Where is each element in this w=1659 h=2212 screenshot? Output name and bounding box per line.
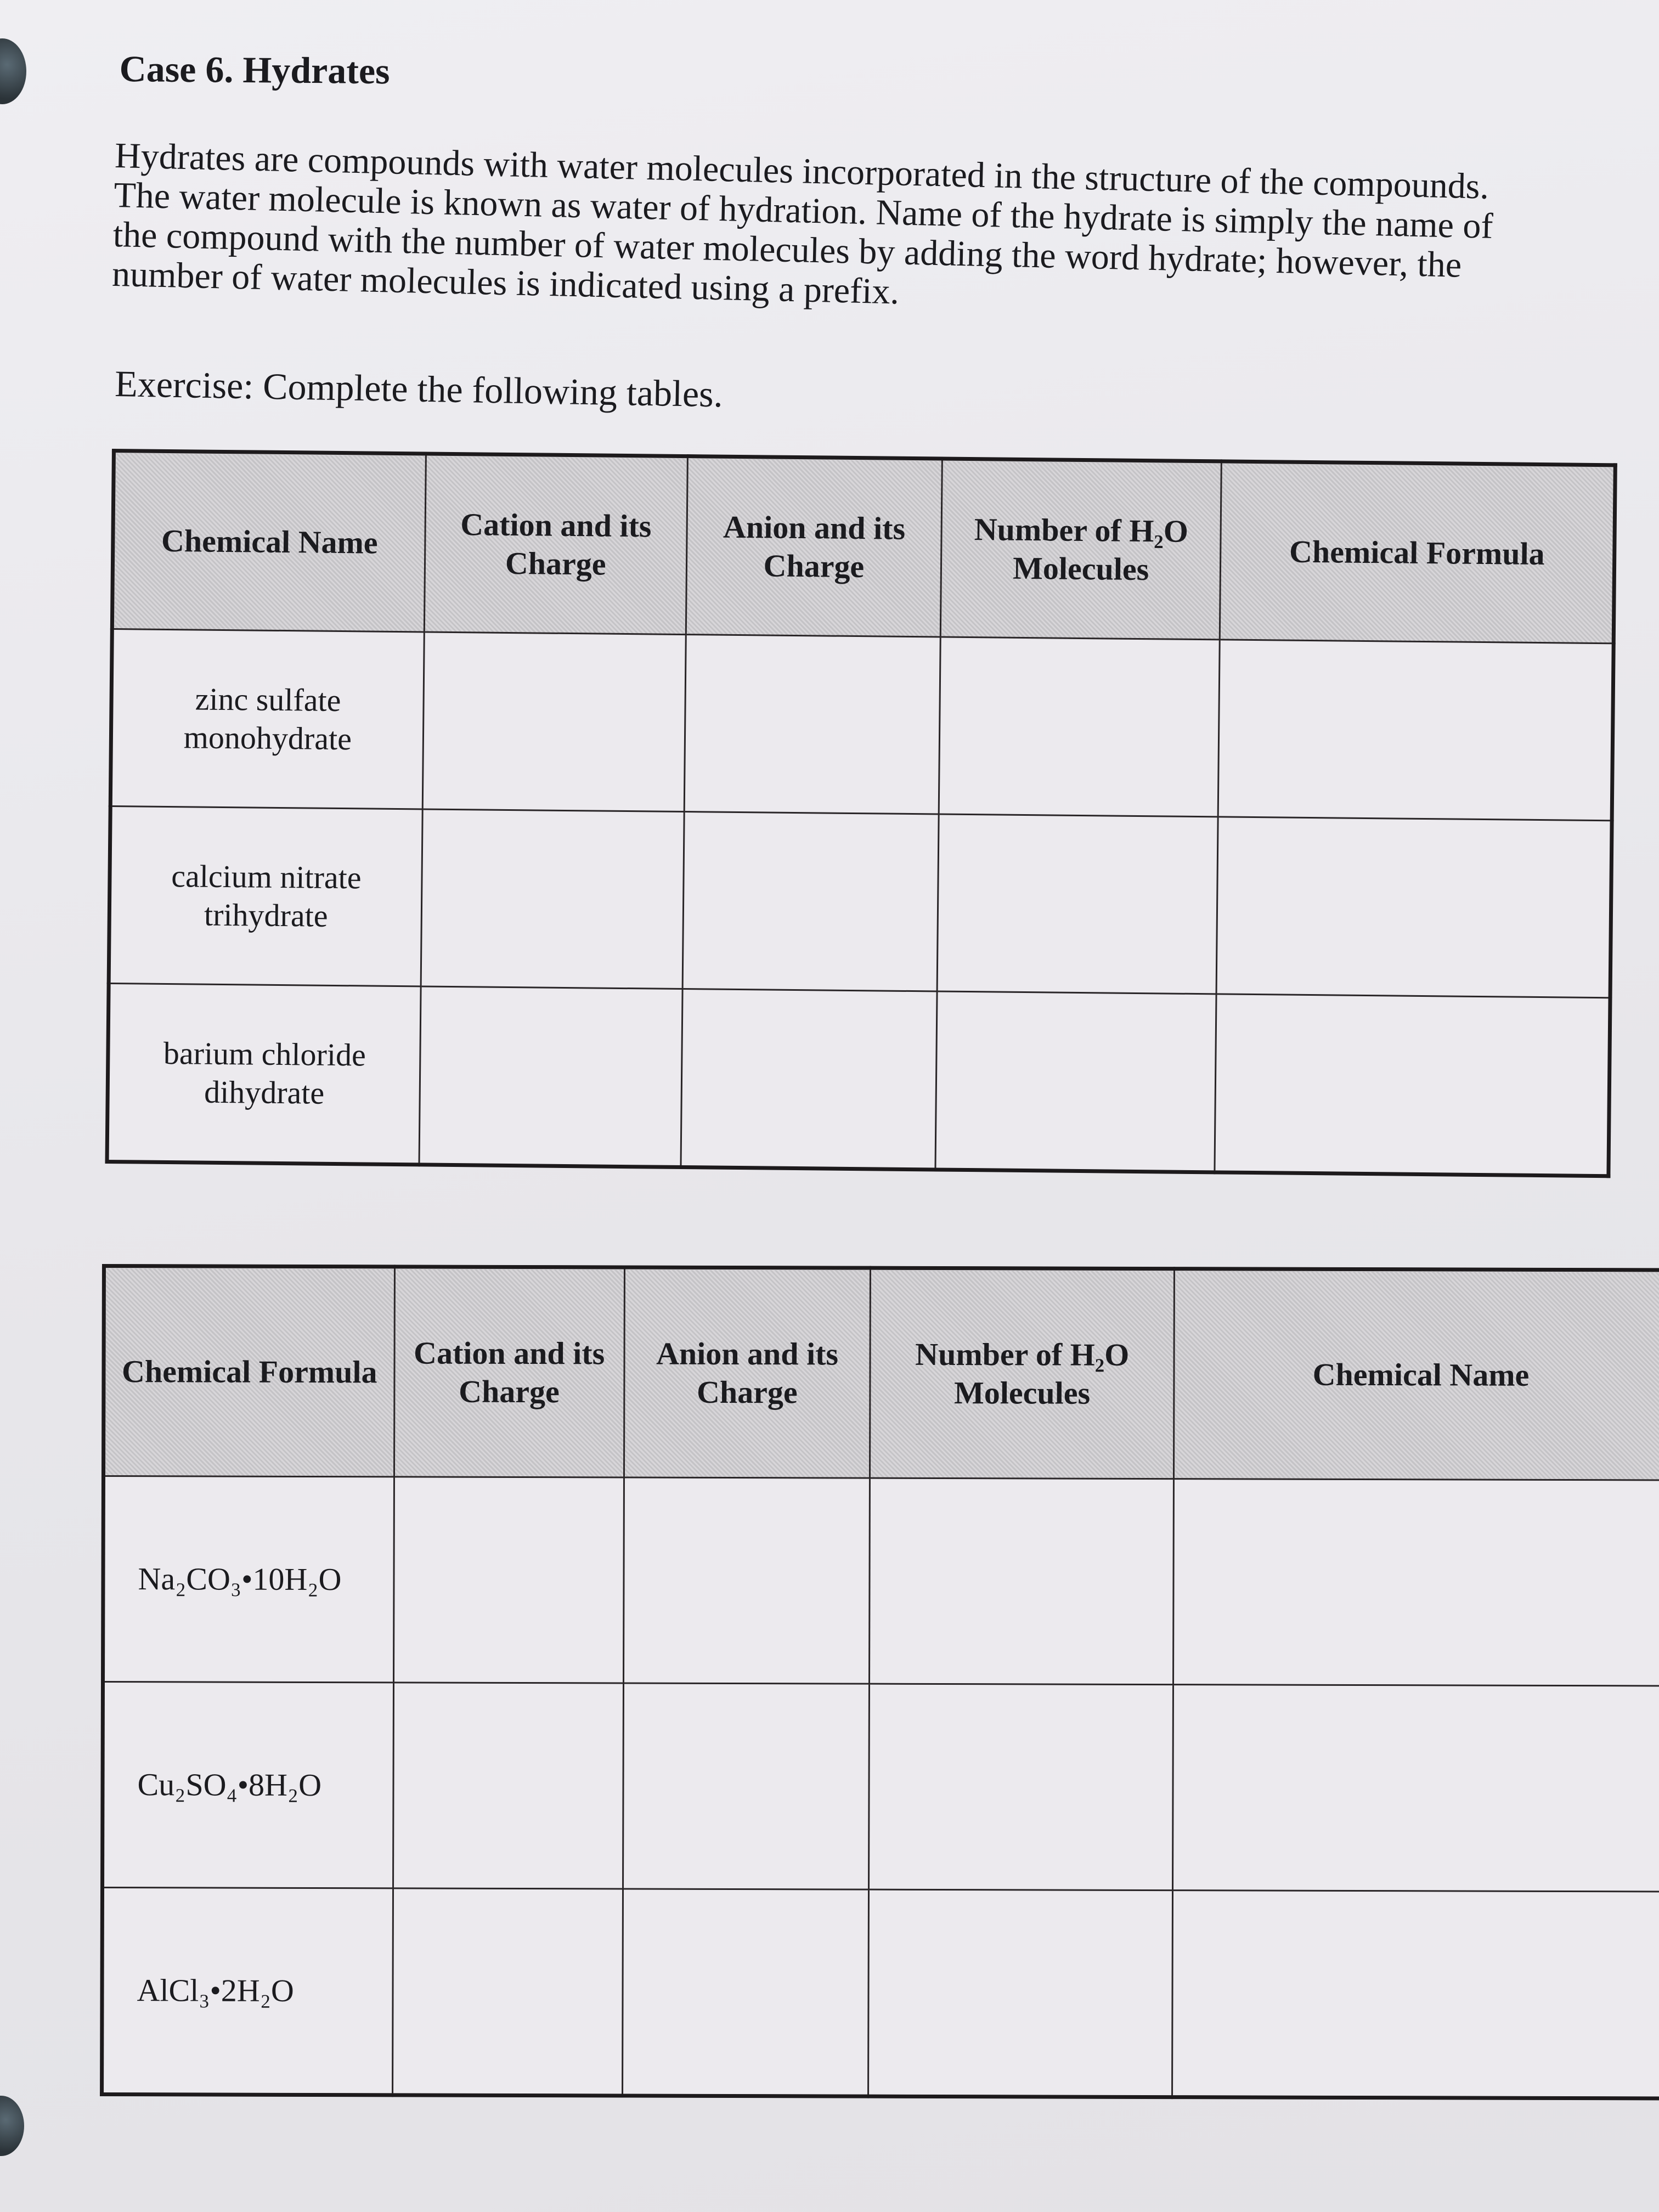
header-chemical-formula: Chemical Formula xyxy=(103,1266,394,1477)
blank-answer-cell[interactable] xyxy=(392,1888,623,2096)
blank-answer-cell[interactable] xyxy=(622,1889,869,2096)
intro-paragraph: Hydrates are compounds with water molecules incorporated in the structure of the compounds. The water molecule is known as water of hydration. Name of the hydrate is simply the name of the compound with the number of water molecules by adding the word hydrate; however, the number of water molecules is indicated using a prefix. xyxy=(111,136,1494,312)
blank-answer-cell[interactable] xyxy=(681,989,938,1170)
table-row xyxy=(102,1888,1659,2098)
blank-answer-cell[interactable] xyxy=(623,1477,870,1684)
blank-answer-cell[interactable] xyxy=(935,991,1216,1172)
blank-answer-cell[interactable] xyxy=(623,1683,870,1889)
header-anion-charge: Anion and its Charge xyxy=(624,1267,871,1478)
blank-answer-cell[interactable] xyxy=(1215,994,1610,1176)
row-chemical-formula: Na₂CO₃•10H₂O xyxy=(103,1476,394,1683)
blank-answer-cell[interactable] xyxy=(1218,640,1613,821)
table-row xyxy=(109,806,1612,998)
header-anion-charge: Anion and its Charge xyxy=(686,456,943,637)
blank-answer-cell[interactable] xyxy=(869,1684,1173,1890)
row-chemical-formula: Cu₂SO₄•8H₂O xyxy=(103,1682,394,1888)
row-chemical-name: calcium nitrate trihydrate xyxy=(109,806,422,986)
table-row xyxy=(110,629,1613,821)
row-chemical-name: barium chloride dihydrate xyxy=(107,983,421,1164)
blank-answer-cell[interactable] xyxy=(393,1683,623,1889)
header-water-count: Number of H₂O Molecules xyxy=(870,1268,1175,1479)
formula-to-name-table xyxy=(100,1264,1659,2100)
blank-answer-cell[interactable] xyxy=(422,632,686,812)
binder-hole-bottom xyxy=(0,2096,24,2156)
table-row xyxy=(107,983,1610,1176)
table-row xyxy=(103,1682,1659,1892)
blank-answer-cell[interactable] xyxy=(393,1477,624,1683)
blank-answer-cell[interactable] xyxy=(939,637,1220,817)
blank-answer-cell[interactable] xyxy=(1173,1685,1659,1892)
table-header-row xyxy=(112,451,1615,644)
blank-answer-cell[interactable] xyxy=(868,1889,1173,2097)
blank-answer-cell[interactable] xyxy=(1172,1891,1659,2098)
blank-answer-cell[interactable] xyxy=(1173,1479,1659,1686)
table-header-row xyxy=(103,1266,1659,1480)
blank-answer-cell[interactable] xyxy=(682,812,939,991)
header-chemical-name: Chemical Name xyxy=(1174,1269,1659,1480)
page-title: Case 6. Hydrates xyxy=(119,47,390,92)
header-chemical-formula: Chemical Formula xyxy=(1220,461,1615,644)
table-row xyxy=(103,1476,1659,1686)
header-cation-charge: Cation and its Charge xyxy=(394,1267,624,1477)
blank-answer-cell[interactable] xyxy=(937,814,1218,994)
blank-answer-cell[interactable] xyxy=(421,809,684,989)
blank-answer-cell[interactable] xyxy=(684,635,941,814)
header-cation-charge: Cation and its Charge xyxy=(424,454,687,635)
header-chemical-name: Chemical Name xyxy=(112,451,426,632)
row-chemical-formula: AlCl₃•2H₂O xyxy=(102,1888,393,2095)
binder-hole-top xyxy=(0,38,26,104)
row-chemical-name: zinc sulfate monohydrate xyxy=(110,629,424,809)
blank-answer-cell[interactable] xyxy=(419,986,682,1167)
exercise-instruction: Exercise: Complete the following tables. xyxy=(114,362,724,415)
blank-answer-cell[interactable] xyxy=(870,1478,1174,1684)
header-water-count: Number of H₂O Molecules xyxy=(941,459,1222,640)
blank-answer-cell[interactable] xyxy=(1216,817,1612,998)
name-to-formula-table xyxy=(105,449,1617,1178)
